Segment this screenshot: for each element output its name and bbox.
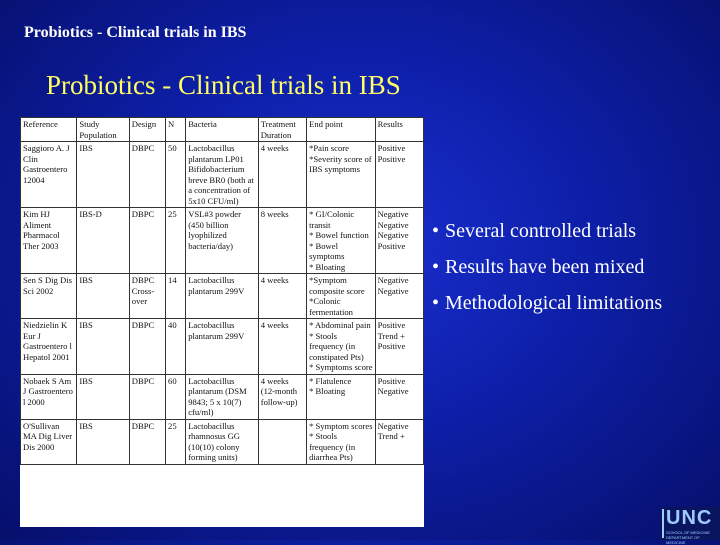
cell-duration: 4 weeks xyxy=(258,274,306,319)
unc-logo xyxy=(660,507,720,545)
bullet-item xyxy=(432,220,662,243)
endpoint-line: *Symptom composite score xyxy=(309,275,365,296)
cell-population: IBS xyxy=(77,274,129,319)
table-row xyxy=(21,419,424,464)
table-row xyxy=(21,374,424,419)
column-header: Results xyxy=(375,118,423,142)
cell-result xyxy=(375,142,423,208)
result-line: Negative xyxy=(377,219,409,230)
cell-bacteria: Lactobacillus plantarum 299V xyxy=(186,319,259,375)
logo-subtitle: SCHOOL OF MEDICINE xyxy=(666,530,711,535)
cell-design: DBPC xyxy=(129,419,165,464)
table-row xyxy=(21,274,424,319)
endpoint-line: * Abdominal pain xyxy=(309,320,371,330)
cell-duration: 4 weeks (12-month follow-up) xyxy=(258,374,306,419)
endpoint-line: * Symptoms score xyxy=(309,362,373,372)
column-header: End point xyxy=(307,118,376,142)
logo-text: UNC xyxy=(666,507,713,529)
endpoint-line: *Colonic fermentation xyxy=(309,296,353,317)
cell-n: 50 xyxy=(166,142,186,208)
cell-result xyxy=(375,208,423,274)
result-line: Positive xyxy=(377,143,406,153)
cell-reference: Niedzielin K Eur J Gastroentero l Hepatol 2001 xyxy=(21,319,77,375)
cell-duration: 4 weeks xyxy=(258,319,306,375)
table-row xyxy=(21,142,424,208)
cell-result xyxy=(375,274,423,319)
cell-bacteria: Lactobacillus plantarum 299V xyxy=(186,274,259,319)
bullet-dot-icon: • xyxy=(432,292,440,314)
cell-design: DBPC xyxy=(129,374,165,419)
cell-reference: Saggioro A. J Clin Gastroentero 12004 xyxy=(21,142,77,208)
logo-bar xyxy=(662,509,664,538)
header-title: Probiotics - Clinical trials in IBS xyxy=(24,24,247,41)
result-line: Negative xyxy=(377,275,409,285)
slide-title: Probiotics - Clinical trials in IBS xyxy=(46,70,401,100)
column-header: Bacteria xyxy=(186,118,259,142)
cell-n: 60 xyxy=(166,374,186,419)
cell-bacteria: Lactobacillus plantarum LP01 Bifidobacterium breve BR0 (both at a concentration of 5x10 CFU/ml) xyxy=(186,142,259,208)
cell-endpoint xyxy=(307,274,376,319)
cell-design: DBPC xyxy=(129,319,165,375)
bullet-text: Several controlled trials xyxy=(445,220,637,242)
cell-endpoint xyxy=(307,419,376,464)
cell-design: DBPC xyxy=(129,208,165,274)
result-line: Positive xyxy=(377,153,406,164)
result-line: Negative xyxy=(377,209,409,219)
bullet-item xyxy=(432,256,662,279)
cell-duration xyxy=(258,419,306,464)
cell-reference: Sen S Dig Dis Sci 2002 xyxy=(21,274,77,319)
cell-bacteria: Lactobacillus plantarum (DSM 9843; 5 x 10(7) cfu/ml) xyxy=(186,374,259,419)
cell-design: DBPC xyxy=(129,142,165,208)
cell-duration: 4 weeks xyxy=(258,142,306,208)
endpoint-line: * Bloating xyxy=(309,386,346,396)
cell-duration: 8 weeks xyxy=(258,208,306,274)
table-body xyxy=(21,142,424,465)
result-line: Positive xyxy=(377,320,406,330)
cell-population: IBS xyxy=(77,319,129,375)
endpoint-line: *Severity score of IBS symptoms xyxy=(309,153,372,174)
column-header: Reference xyxy=(21,118,77,142)
result-line: Trend + Positive xyxy=(377,330,406,351)
clinical-trials-table-image xyxy=(20,117,424,527)
cell-reference: Kim HJ Aliment Pharmacol Ther 2003 xyxy=(21,208,77,274)
cell-population: IBS xyxy=(77,142,129,208)
column-header: Design xyxy=(129,118,165,142)
endpoint-line: * Bloating xyxy=(309,261,346,272)
endpoint-line: * Stools frequency (in constipated Pts) xyxy=(309,330,364,362)
result-line: Positive xyxy=(377,240,406,251)
bullet-text: Results have been mixed xyxy=(445,256,645,278)
table-header-row xyxy=(21,118,424,142)
cell-reference: O'Sullivan MA Dig Liver Dis 2000 xyxy=(21,419,77,464)
column-header: N xyxy=(166,118,186,142)
endpoint-line: * Bowel function xyxy=(309,230,369,240)
endpoint-line: *Pain score xyxy=(309,143,349,153)
endpoint-line: * Stools frequency (in diarrhea Pts) xyxy=(309,431,356,462)
endpoint-line: * GI/Colonic transit xyxy=(309,209,355,230)
cell-result xyxy=(375,419,423,464)
result-line: Negative xyxy=(377,285,409,296)
result-line: Negative xyxy=(377,420,409,431)
cell-n: 25 xyxy=(166,208,186,274)
result-line: Negative xyxy=(377,230,409,240)
column-header: Study Population xyxy=(77,118,129,142)
cell-endpoint xyxy=(307,374,376,419)
result-line: Positive xyxy=(377,375,406,386)
endpoint-line: * Bowel symptoms xyxy=(309,240,345,261)
table-row xyxy=(21,319,424,375)
endpoint-line: * Symptom scores xyxy=(309,420,373,431)
bullet-text: Methodological limitations xyxy=(445,292,663,314)
cell-endpoint xyxy=(307,142,376,208)
cell-reference: Nobaek S Am J Gastroentero l 2000 xyxy=(21,374,77,419)
result-line: Trend + xyxy=(377,431,405,441)
cell-bacteria: VSL#3 powder (450 billion lyophilized bacteria/day) xyxy=(186,208,259,274)
cell-endpoint xyxy=(307,319,376,375)
cell-n: 14 xyxy=(166,274,186,319)
cell-result xyxy=(375,374,423,419)
bullet-dot-icon: • xyxy=(432,220,440,242)
cell-bacteria: Lactobacillus rhamnosus GG (10(10) colony forming units) xyxy=(186,419,259,464)
cell-n: 25 xyxy=(166,419,186,464)
result-line: Negative xyxy=(377,386,409,396)
bullet-item xyxy=(432,292,662,315)
clinical-trials-table xyxy=(20,117,424,465)
cell-population: IBS xyxy=(77,374,129,419)
bullet-dot-icon: • xyxy=(432,256,440,278)
cell-population: IBS xyxy=(77,419,129,464)
table-row xyxy=(21,208,424,274)
cell-n: 40 xyxy=(166,319,186,375)
cell-population: IBS-D xyxy=(77,208,129,274)
cell-endpoint xyxy=(307,208,376,274)
logo-subtitle: DEPARTMENT OF MEDICINE xyxy=(666,535,700,545)
cell-design: DBPC Cross-over xyxy=(129,274,165,319)
column-header: Treatment Duration xyxy=(258,118,306,142)
cell-result xyxy=(375,319,423,375)
bullet-list xyxy=(432,220,662,328)
endpoint-line: * Flatulence xyxy=(309,375,352,386)
